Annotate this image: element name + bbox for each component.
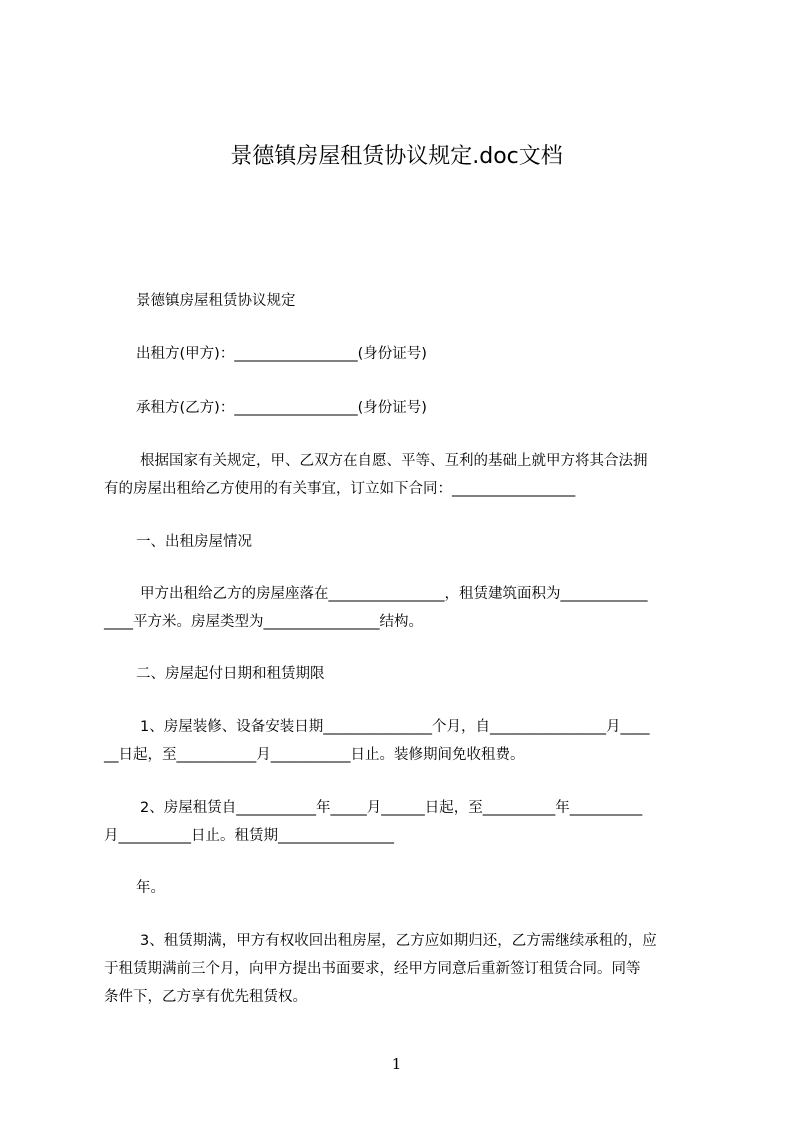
section-1-line: 甲方出租给乙方的房屋座落在________________，租赁建筑面积为____________: [140, 586, 648, 602]
section-2-heading: 二、房屋起付日期和租赁期限: [136, 666, 325, 682]
section-1-line: ____平方米。房屋类型为________________结构。: [104, 614, 423, 630]
clause-1-line: 1、房屋装修、设备安装日期_______________个月，自________________月____: [140, 719, 650, 735]
clause-2-line: 月__________日止。租赁期________________: [104, 828, 394, 844]
preamble-line: 有的房屋出租给乙方使用的有关事宜，订立如下合同：_________________: [104, 481, 576, 497]
lessor-field: 出租方(甲方)：_________________(身份证号): [136, 346, 427, 362]
clause-3-line: 于租赁期满前三个月，向甲方提出书面要求，经甲方同意后重新签订租赁合同。同等: [104, 961, 641, 977]
clause-2: [104, 794, 704, 850]
clause-2-line: 2、房屋租赁自___________年_____月______日起，至__________年__________: [140, 800, 643, 816]
lessee-field: 承租方(乙方)：_________________(身份证号): [136, 400, 427, 416]
preamble-paragraph: [104, 447, 704, 503]
document-title: 景德镇房屋租赁协议规定.doc文档: [230, 144, 563, 169]
contract-heading: 景德镇房屋租赁协议规定: [136, 293, 296, 309]
section-1-heading: 一、出租房屋情况: [136, 534, 252, 550]
page-number: 1: [391, 1055, 402, 1073]
clause-2-tail: 年。: [136, 880, 165, 896]
clause-1-line: __日起，至___________月___________日止。装修期间免收租费。: [104, 747, 525, 763]
clause-3: [104, 927, 704, 1011]
clause-3-line: 3、租赁期满，甲方有权收回出租房屋，乙方应如期归还，乙方需继续承租的，应: [140, 933, 657, 949]
section-1-body: [104, 580, 704, 636]
clause-3-line: 条件下，乙方享有优先租赁权。: [104, 989, 307, 1005]
preamble-line: 根据国家有关规定，甲、乙双方在自愿、平等、互利的基础上就甲方将其合法拥: [140, 453, 648, 469]
clause-1: [104, 713, 704, 769]
